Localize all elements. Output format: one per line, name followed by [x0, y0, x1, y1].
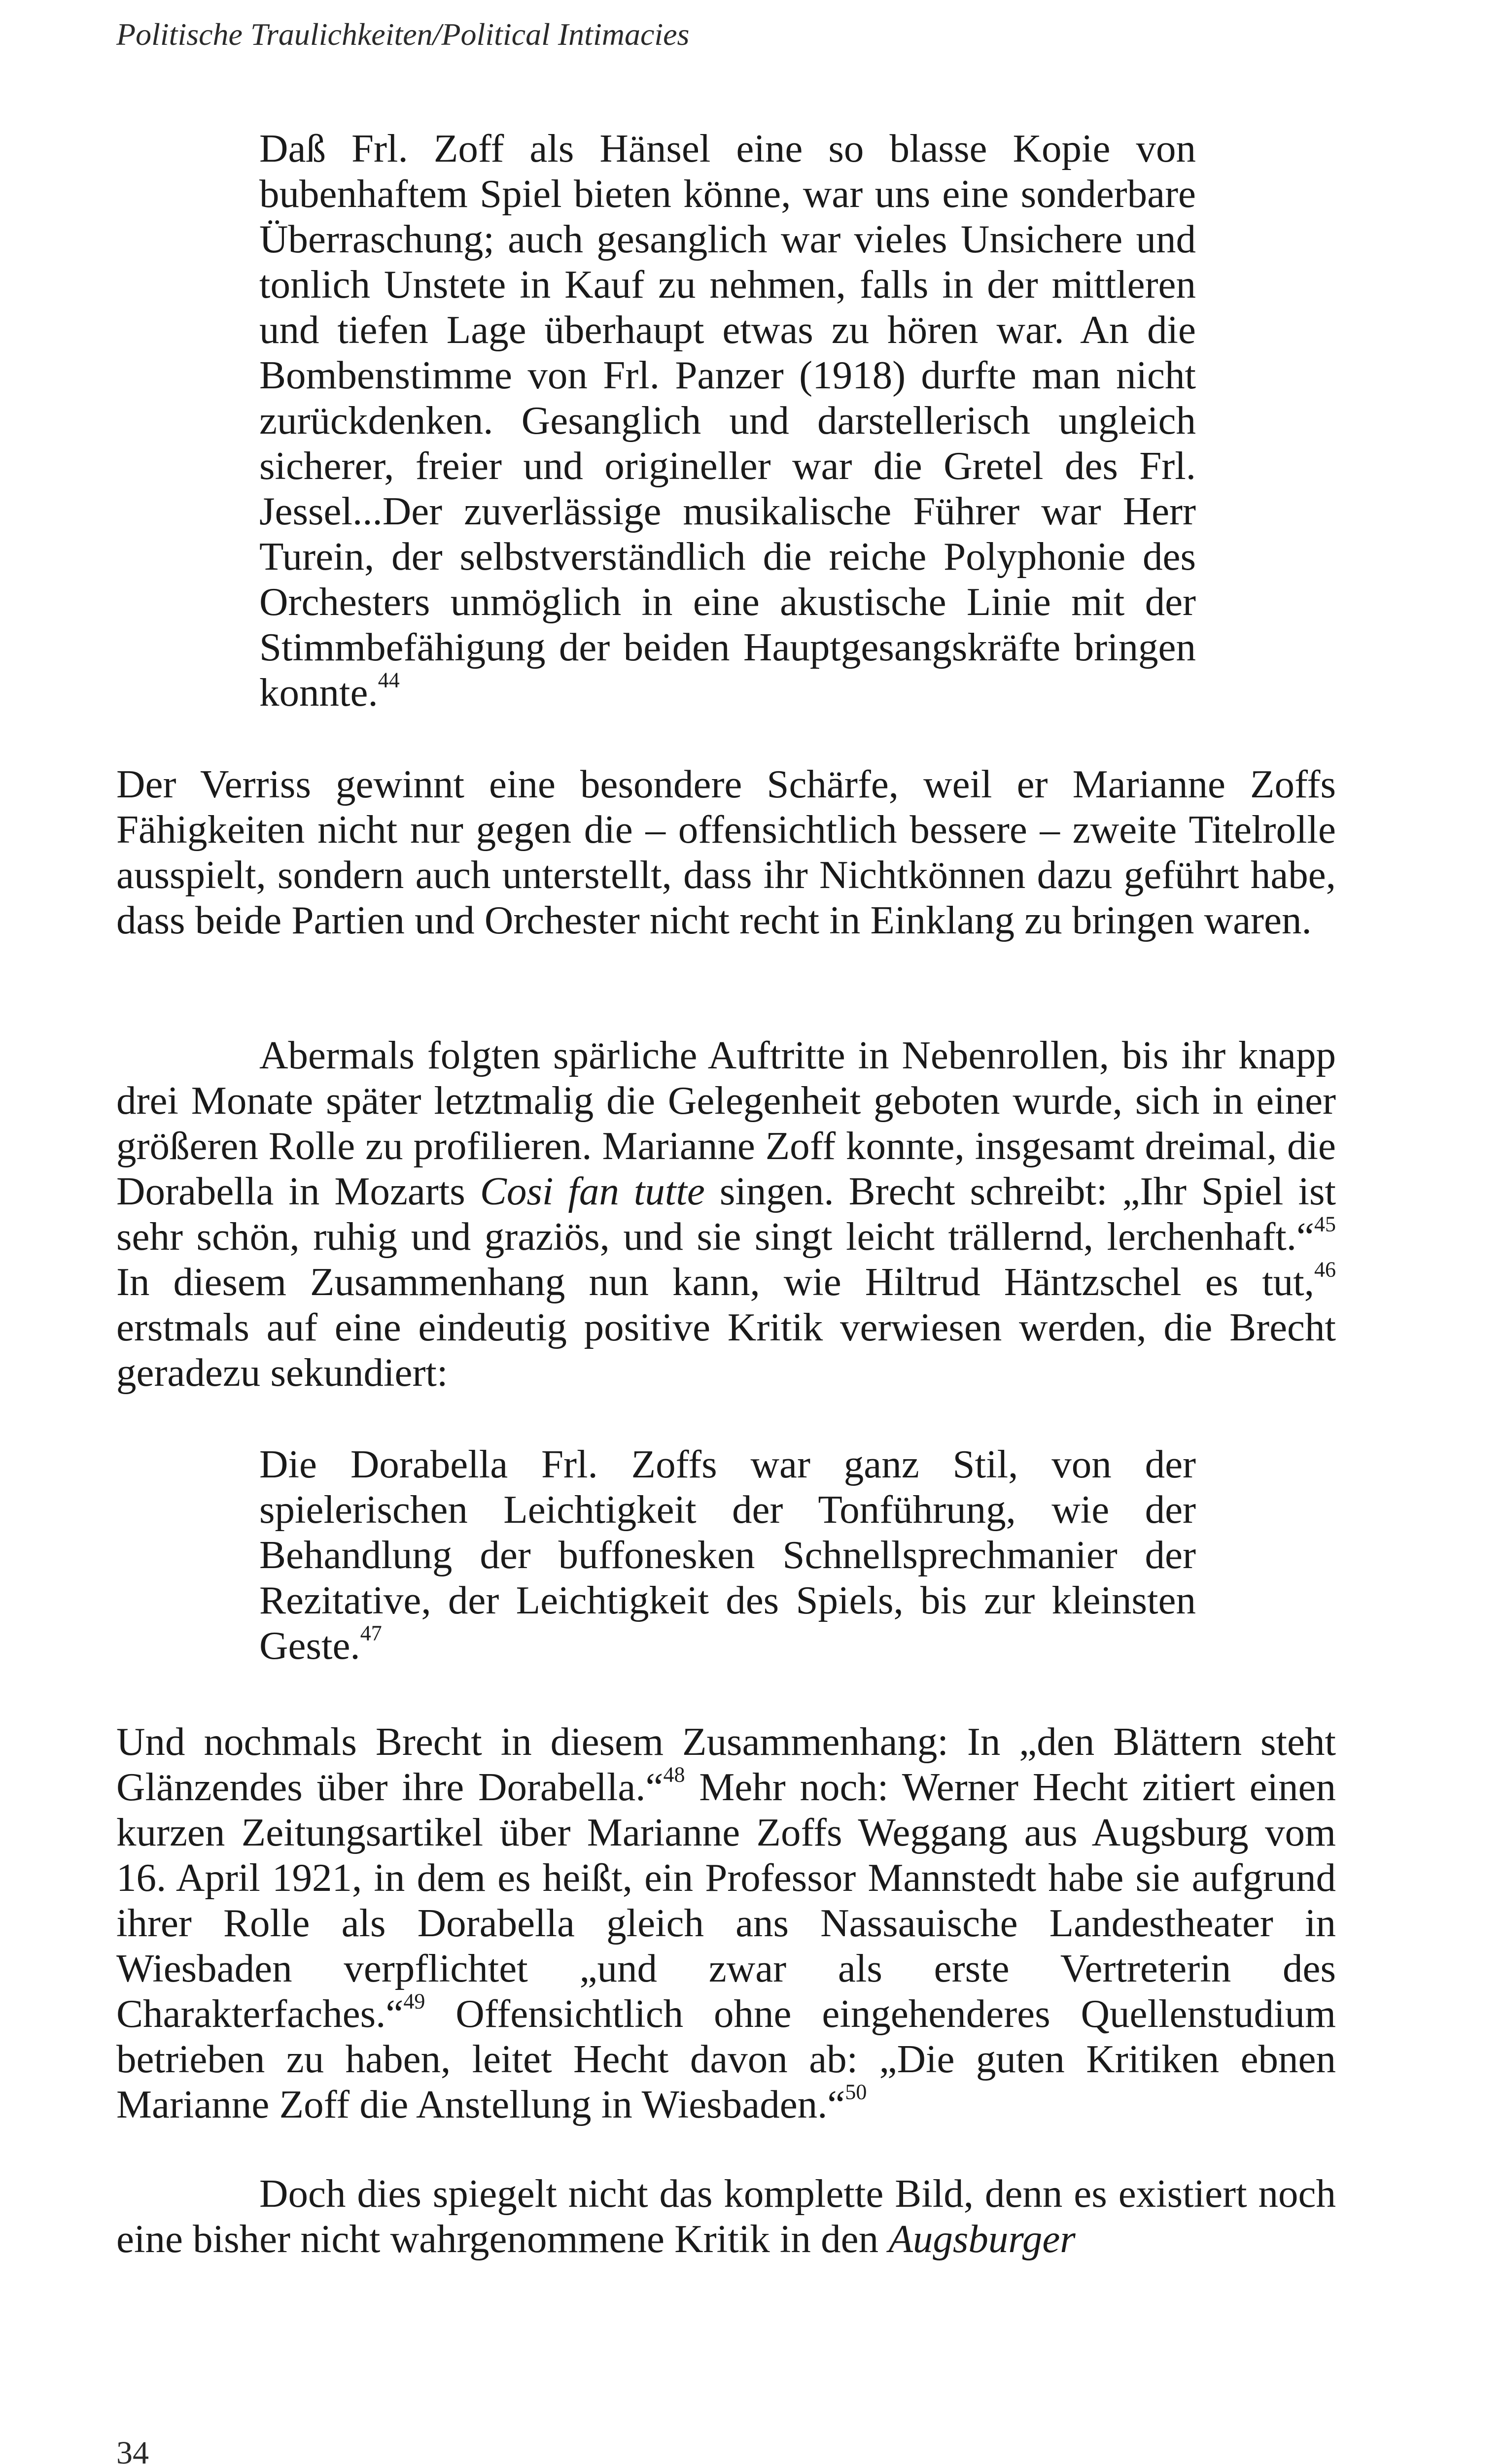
- paragraph-dorabella: [116, 1032, 1336, 1395]
- footnote-ref[interactable]: 49: [403, 1989, 425, 2014]
- paragraph-text: Und nochmals Brecht in diesem Zusammenhang: In „den Blättern steht Glänzendes über ihre Dorabella.“: [116, 1719, 1336, 1809]
- footnote-ref[interactable]: 44: [378, 668, 400, 692]
- opera-title: Cosi fan tutte: [480, 1169, 705, 1213]
- paragraph-verriss: [116, 761, 1336, 943]
- paragraph-text: Offensichtlich ohne eingehenderes Quellenstudium betrieben zu haben, leitet Hecht davon ab: „Die guten Kritiken ebnen Marianne Zoff die Anstellung in Wiesbaden.“: [116, 1991, 1336, 2126]
- newspaper-title: Augsburger: [888, 2217, 1076, 2261]
- paragraph-text: Der Verriss gewinnt eine besondere Schärfe, weil er Marianne Zoffs Fähigkeiten nicht nur gegen die – offensichtlich bessere – zweite Titelrolle ausspielt, sondern auch unterstellt, dass ihr Nichtkönnen dazu geführt habe, dass beide Partien und Orchester nicht recht in Einklang zu bringen waren.: [116, 762, 1336, 942]
- running-header: Politische Traulichkeiten/Political Intimacies: [116, 17, 690, 52]
- block-quote-dorabella-review: [259, 1441, 1196, 1668]
- quote-text: Die Dorabella Frl. Zoffs war ganz Stil, von der spielerischen Leichtigkeit der Tonführung, wie der Behandlung der buffonesken Schnellsprechmanier der Rezitative, der Leichtigkeit des Spiels, bis zur kleinsten Geste.: [259, 1442, 1196, 1668]
- footnote-ref[interactable]: 48: [663, 1762, 685, 1787]
- paragraph-text: erstmals auf eine eindeutig positive Kritik verwiesen werden, die Brecht geradezu sekundiert:: [116, 1305, 1336, 1395]
- paragraph-augsburger: [116, 2171, 1336, 2261]
- footnote-ref[interactable]: 45: [1314, 1212, 1336, 1236]
- page-number: 34: [116, 2435, 149, 2464]
- paragraph-text: In diesem Zusammenhang nun kann, wie Hiltrud Häntzschel es tut,: [116, 1260, 1314, 1304]
- footnote-ref[interactable]: 47: [360, 1621, 382, 1645]
- paragraph-text: singen. Brecht schreibt: „Ihr Spiel ist sehr schön, ruhig und graziös, und sie singt leicht trällernd, lerchenhaft.“: [116, 1169, 1336, 1259]
- footnote-ref[interactable]: 46: [1314, 1257, 1336, 1282]
- paragraph-hecht: [116, 1719, 1336, 2127]
- quote-text: Daß Frl. Zoff als Hänsel eine so blasse Kopie von bubenhaftem Spiel bieten könne, war uns eine sonderbare Überraschung; auch gesanglich war vieles Unsichere und tonlich Unstete in Kauf zu nehmen, falls in der mittleren und tiefen Lage überhaupt etwas zu hören war. An die Bombenstimme von Frl. Panzer (1918) durfte man nicht zurückdenken. Gesanglich und darstellerisch ungleich sicherer, freier und origineller war die Gretel des Frl. Jessel...Der zuverlässige musikalische Führer war Herr Turein, der selbstverständlich die reiche Polyphonie des Orchesters unmöglich in eine akustische Linie mit der Stimmbefähigung der beiden Hauptgesangskräfte bringen konnte.: [259, 126, 1196, 715]
- block-quote-hansel-review: [259, 126, 1196, 715]
- paragraph-text: Doch dies spiegelt nicht das komplette Bild, denn es existiert noch eine bisher nicht wahrgenommene Kritik in den: [116, 2171, 1336, 2261]
- paragraph-text: Mehr noch: Werner Hecht zitiert einen kurzen Zeitungsartikel über Marianne Zoffs Weggang aus Augsburg vom 16. April 1921, in dem es heißt, ein Professor Mannstedt habe sie aufgrund ihrer Rolle als Dorabella gleich ans Nassauische Landestheater in Wiesbaden verpflichtet „und zwar als erste Vertreterin des Charakterfaches.“: [116, 1765, 1336, 2036]
- paragraph-text: Abermals folgten spärliche Auftritte in Nebenrollen, bis ihr knapp drei Monate später letztmalig die Gelegenheit geboten wurde, sich in einer größeren Rolle zu profilieren. Marianne Zoff konnte, insgesamt dreimal, die Dorabella in Mozarts: [116, 1033, 1336, 1213]
- footnote-ref[interactable]: 50: [845, 2080, 867, 2104]
